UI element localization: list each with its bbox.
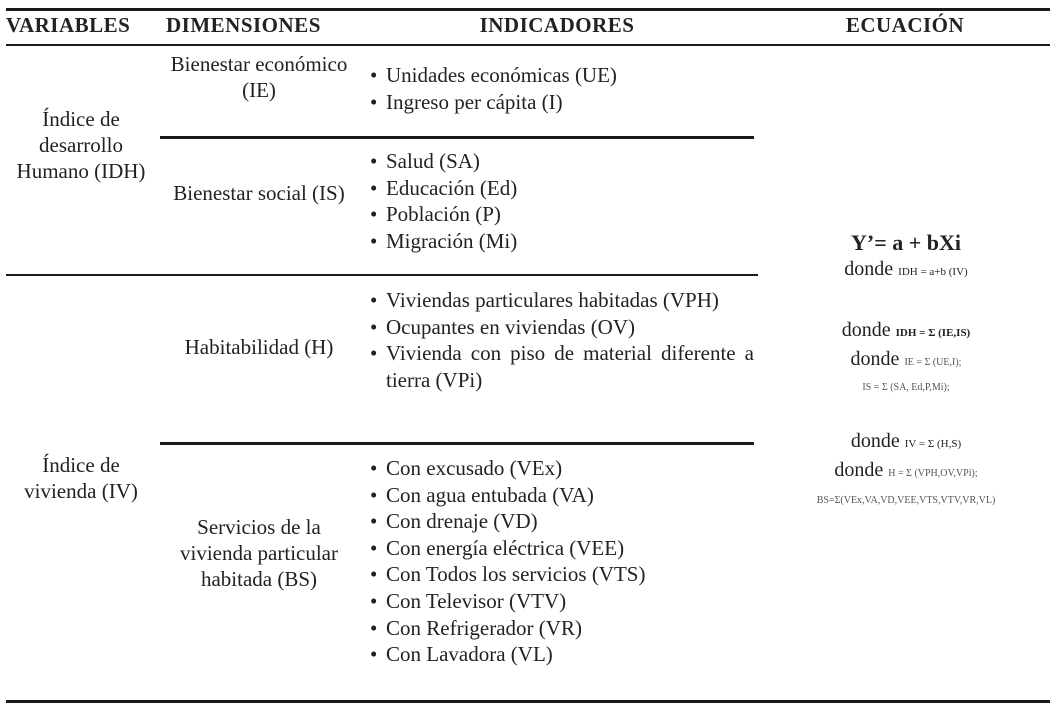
indicator-item: • Vivienda con piso de material diferente a tierra (VPi) [370,340,754,393]
indicator-item: • Ingreso per cápita (I) [370,89,754,116]
indicator-item: • Con energía eléctrica (VEE) [370,535,754,562]
indicator-list-h [370,287,754,393]
indicator-item: • Con agua entubada (VA) [370,482,754,509]
indicator-item: • Con drenaje (VD) [370,508,754,535]
indicator-item: • Migración (Mi) [370,228,754,255]
indicator-item: • Salud (SA) [370,148,754,175]
header-ecuacion: ECUACIÓN [845,13,965,37]
dimension-divider-2 [160,442,754,445]
header-variables: VARIABLES [6,13,131,37]
indicator-item: • Con Lavadora (VL) [370,641,754,668]
indicator-item: • Con Todos los servicios (VTS) [370,561,754,588]
equation-line-6: donde H = Σ (VPH,OV,VPi); [834,459,978,481]
indicator-item: • Educación (Ed) [370,175,754,202]
dimension-habitabilidad: Habitabilidad (H) [184,335,334,359]
dimension-bienestar-social: Bienestar social (IS) [173,181,345,205]
header-indicadores: INDICADORES [479,13,635,37]
top-rule [6,8,1050,11]
equation-line-1: donde IDH = a+b (IV) [844,258,968,280]
indicator-item: • Unidades económicas (UE) [370,62,754,89]
indicator-item: • Viviendas particulares habitadas (VPH) [370,287,754,314]
indicator-item: • Ocupantes en viviendas (OV) [370,314,754,341]
variable-iv: Índice de vivienda (IV) [24,453,138,503]
dimension-divider-1 [160,136,754,139]
variable-idh: Índice de desarrollo Humano (IDH) [16,107,146,183]
equation-line-5: donde IV = Σ (H,S) [850,430,962,452]
dimension-servicios: Servicios de la vivienda particular habitada (BS) [179,515,338,591]
equation-line-2: donde IDH = Σ (IE,IS) [841,319,971,341]
equation-line-7: BS=Σ(VEx,VA,VD,VEE,VTS,VTV,VR,VL) [816,495,996,506]
indicator-list-is [370,148,754,254]
indicator-item: • Con Televisor (VTV) [370,588,754,615]
equation-line-3: donde IE = Σ (UE,I); [850,348,962,370]
indicator-item: • Población (P) [370,201,754,228]
equation-main: Y’= a + bXi [850,230,962,255]
dimension-bienestar-economico: Bienestar económico (IE) [170,52,348,102]
equation-line-4: IS = Σ (SA, Ed,P,Mi); [862,382,950,393]
bottom-rule [6,700,1050,703]
equation-block [758,230,1054,515]
header-dimensiones: DIMENSIONES [166,13,321,37]
indicator-list-ie [370,62,754,115]
header-rule [6,44,1050,46]
indicator-list-bs [370,455,754,668]
variable-divider [6,274,758,276]
indicator-item: • Con Refrigerador (VR) [370,615,754,642]
indicator-item: • Con excusado (VEx) [370,455,754,482]
